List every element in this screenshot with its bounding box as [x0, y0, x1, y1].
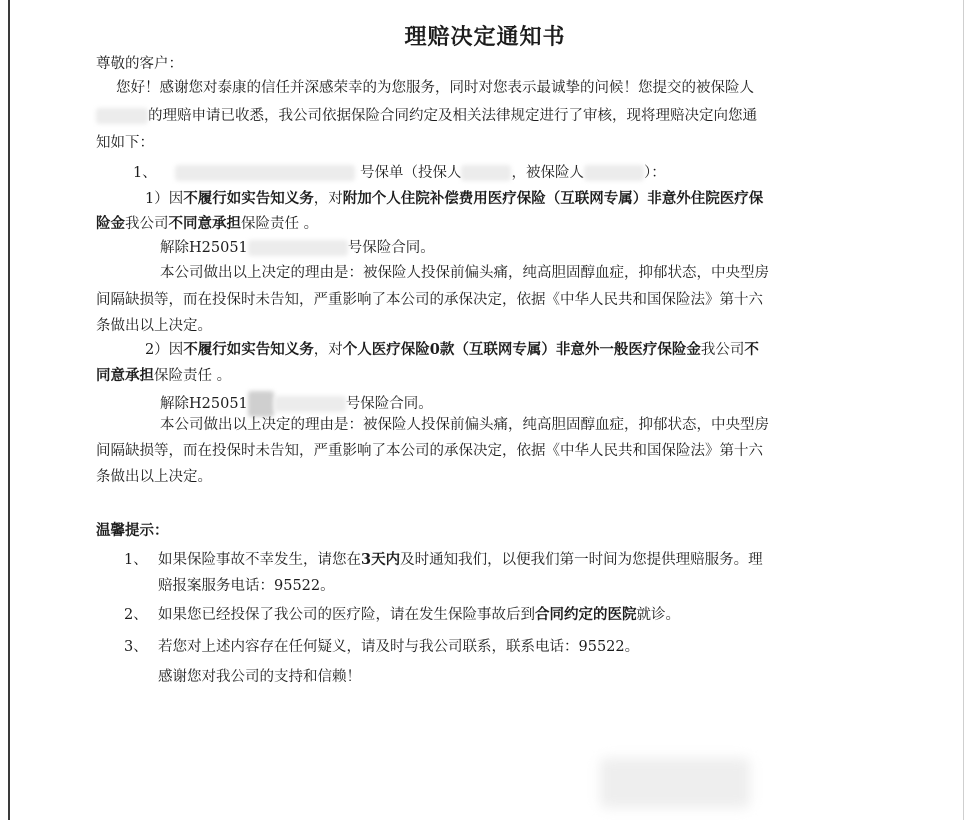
intro-line-2: [96, 106, 757, 126]
item2-mid2: 我公司: [700, 342, 745, 358]
item1-cancel-suffix: 号保险合同。: [347, 240, 435, 256]
redacted-policy-number: [175, 165, 355, 181]
page-left-edge: [8, 0, 10, 820]
redacted-insured: [584, 165, 644, 181]
tip-1-bold: 3天内: [361, 551, 401, 568]
item1-coverage-bold: 附加个人住院补偿费用医疗保险（互联网专属）非意外住院医疗保: [342, 190, 764, 207]
item2-prefix: 2）因: [145, 342, 184, 358]
item1-cancel-prefix: 解除H25051: [160, 240, 248, 256]
tip-3: [124, 637, 639, 657]
policy-index: 1、: [133, 165, 157, 181]
item1-line-1: [145, 189, 763, 209]
item2-line-2: [96, 366, 231, 386]
item1-decision-bold: 不同意承担: [168, 215, 241, 232]
tip-2-text-a: 如果您已经投保了我公司的医疗险，请在发生保险事故后到: [158, 607, 535, 623]
tip-2: [124, 605, 680, 625]
policy-text-c: ）：: [643, 165, 666, 181]
item2-cancel-suffix: 号保险合同。: [345, 396, 433, 412]
tips-heading: 温馨提示：: [96, 522, 169, 539]
item1-coverage-bold-cont: 险金: [96, 215, 125, 232]
policy-text-b: ，被保险人: [511, 165, 584, 181]
item2-reason-bold: 不履行如实告知义务: [183, 341, 314, 358]
item2-reason-2: 间隔缺损等，而在投保时未告知，严重影响了本公司的承保决定，依据《中华人民共和国保险法》第十六: [96, 443, 763, 459]
tip-1-line-2: 赔报案服务电话：95522。: [158, 578, 335, 594]
item1-prefix: 1）因: [145, 191, 184, 207]
item1-cancel-line: [160, 238, 435, 258]
page-right-edge: [963, 0, 964, 820]
tip-1-text-a: 如果保险事故不幸发生，请您在: [158, 552, 361, 568]
intro-line-3: 知如下：: [96, 135, 154, 151]
salutation: 尊敬的客户：: [96, 56, 183, 72]
redacted-footer-signature: [600, 758, 750, 808]
item2-cancel-line: [160, 391, 433, 417]
item1-reason-2: 间隔缺损等，而在投保时未告知，严重影响了本公司的承保决定，依据《中华人民共和国保险法》第十六: [96, 292, 763, 308]
item2-mid1: ，对: [313, 342, 343, 358]
tip-3-text: 若您对上述内容存在任何疑义，请及时与我公司联系，联系电话：95522。: [158, 639, 640, 655]
item1-suffix: 保险责任 。: [241, 216, 319, 232]
item1-mid2: 我公司: [125, 216, 169, 232]
tip-2-index: 2、: [124, 607, 148, 623]
item2-reason-3: 条做出以上决定。: [96, 469, 212, 485]
item2-line-1: [145, 340, 759, 360]
item1-reason-1: 本公司做出以上决定的理由是：被保险人投保前偏头痛，纯高胆固醇血症，抑郁状态，中央型房: [160, 265, 769, 281]
item2-reason-1: 本公司做出以上决定的理由是：被保险人投保前偏头痛，纯高胆固醇血症，抑郁状态，中央型房: [160, 417, 769, 433]
redacted-block: [248, 391, 274, 417]
tip-1-text-b: 及时通知我们，以便我们第一时间为您提供理赔服务。理: [400, 552, 763, 568]
tip-2-bold: 合同约定的医院: [535, 606, 637, 623]
item1-mid1: ，对: [313, 191, 343, 207]
policy-text-a: 号保单（投保人: [359, 165, 462, 181]
item2-coverage-bold: 个人医疗保险0款（互联网专属）非意外一般医疗保险金: [342, 341, 701, 358]
intro-line-1: 您好！感谢您对泰康的信任并深感荣幸的为您服务，同时对您表示最诚挚的问候！您提交的被保险人: [116, 80, 754, 96]
item2-decision-bold-cont: 同意承担: [96, 367, 154, 384]
redacted-name: [96, 108, 148, 124]
redacted-contract-number-2: [274, 396, 346, 412]
thanks-line: 感谢您对我公司的支持和信赖！: [158, 669, 361, 685]
item2-cancel-prefix: 解除H25051: [160, 396, 248, 412]
redacted-contract-number: [248, 240, 348, 256]
intro-line-2-text: 的理赔申请已收悉，我公司依据保险合同约定及相关法律规定进行了审核，现将理赔决定向您通: [148, 108, 757, 124]
item2-decision-bold: 不: [744, 341, 759, 358]
item1-reason-3: 条做出以上决定。: [96, 318, 212, 334]
item1-line-2: [96, 214, 318, 234]
item1-reason-bold: 不履行如实告知义务: [183, 190, 314, 207]
tip-2-text-b: 就诊。: [636, 607, 680, 623]
redacted-policyholder: [461, 165, 511, 181]
item2-suffix: 保险责任 。: [154, 368, 232, 384]
tip-1-index: 1、: [124, 552, 148, 568]
document-title: 理赔决定通知书: [404, 24, 566, 50]
tip-1-line-1: [124, 550, 763, 570]
tip-3-index: 3、: [124, 639, 148, 655]
policy-line: [133, 163, 666, 183]
